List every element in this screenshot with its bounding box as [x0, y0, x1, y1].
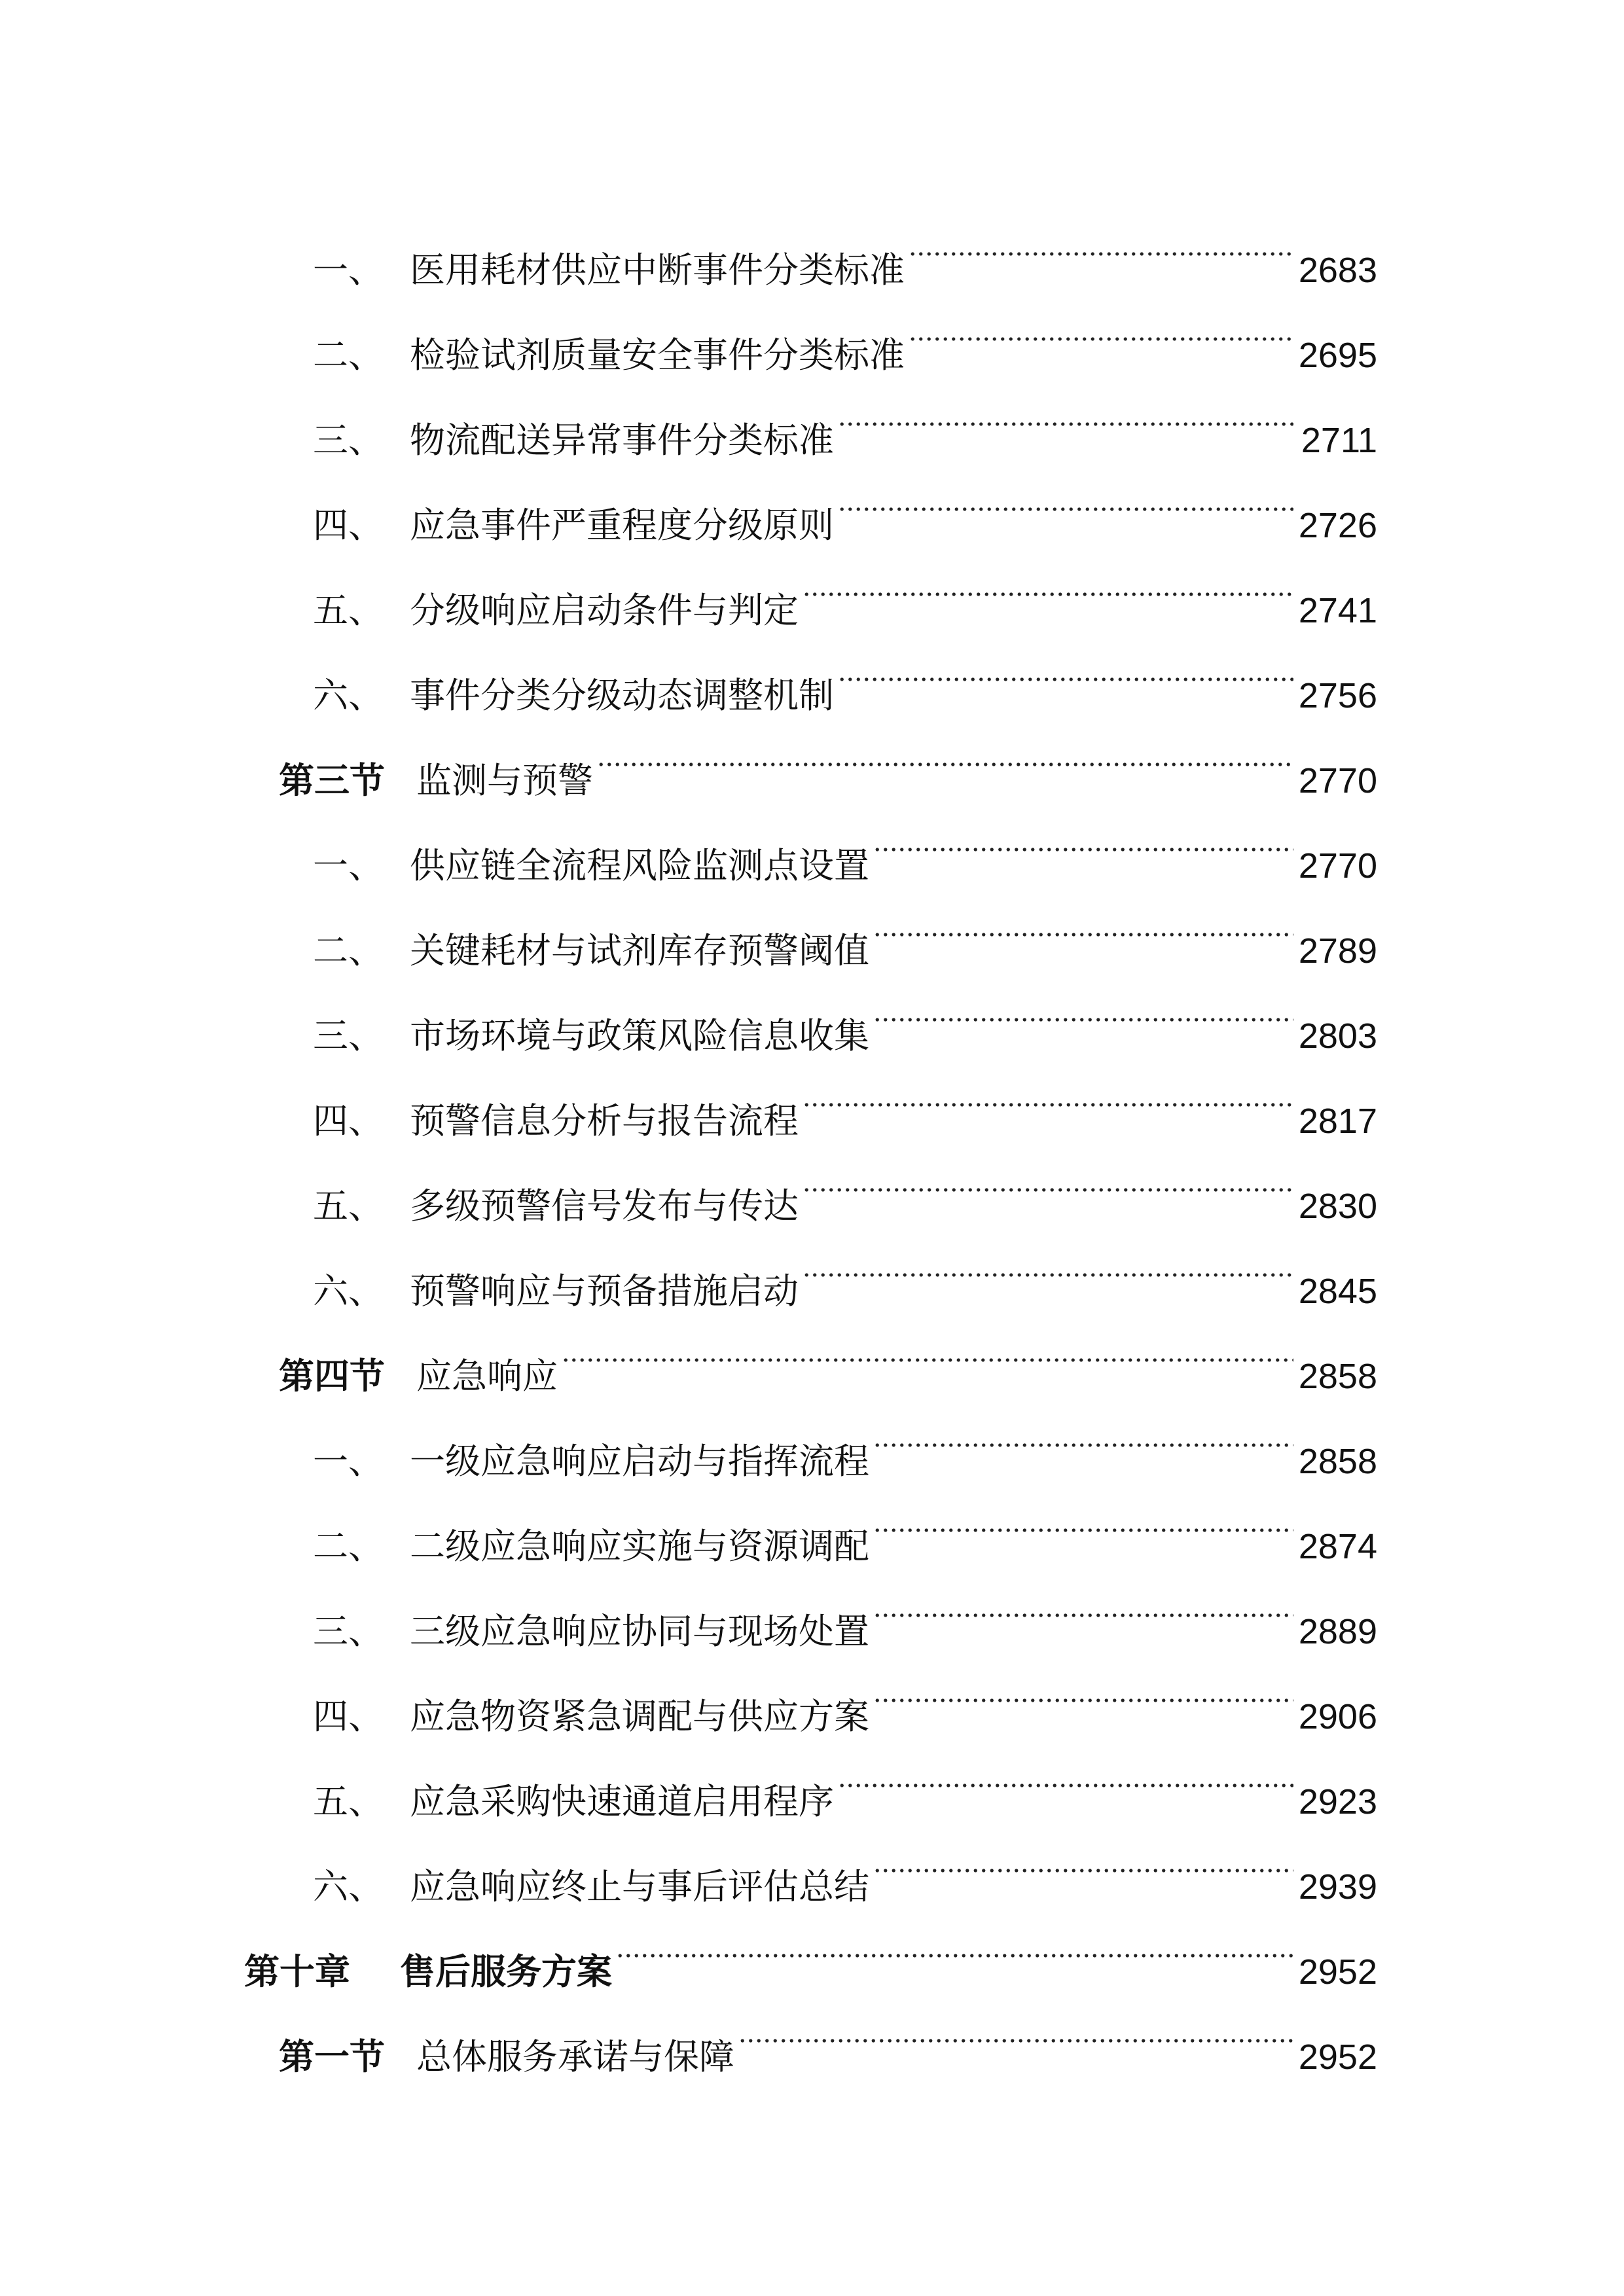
toc-entry-title: 应急响应: [416, 1355, 558, 1397]
toc-entry-number: 四、: [313, 1696, 384, 1737]
toc-entry-title: 多级预警信号发布与传达: [410, 1185, 799, 1227]
dot-leader: [838, 622, 1293, 708]
toc-entry-item[interactable]: [0, 1643, 1624, 1737]
toc-entry-title: 供应链全流程风险监测点设置: [410, 845, 869, 886]
toc-entry-number: 三、: [313, 1611, 384, 1652]
dot-leader: [873, 963, 1293, 1048]
toc-entry-page-number: 2695: [1298, 336, 1377, 375]
toc-entry-number: 三、: [313, 420, 384, 461]
toc-entry-title: 检验试剂质量安全事件分类标准: [410, 334, 905, 376]
toc-entry-page-number: 2845: [1298, 1272, 1377, 1311]
toc-entry-page-number: 2952: [1298, 1952, 1377, 1992]
toc-entry-item[interactable]: [0, 1729, 1624, 1822]
toc-entry-item[interactable]: [0, 197, 1624, 291]
toc-entry-number: 六、: [313, 1866, 384, 1907]
toc-entry-title: 一级应急响应启动与指挥流程: [410, 1441, 869, 1482]
dot-leader: [838, 367, 1293, 452]
toc-entry-page-number: 2770: [1298, 761, 1377, 800]
toc-entry-title: 医用耗材供应中断事件分类标准: [410, 249, 905, 291]
toc-entry-number: 一、: [313, 249, 384, 291]
table-of-contents: [0, 197, 1624, 2077]
toc-entry-section[interactable]: [0, 1984, 1624, 2077]
toc-entry-item[interactable]: [0, 537, 1624, 631]
toc-entry-item[interactable]: [0, 793, 1624, 886]
toc-entry-chapter[interactable]: [0, 1899, 1624, 1992]
toc-entry-item[interactable]: [0, 1558, 1624, 1652]
toc-entry-item[interactable]: [0, 963, 1624, 1056]
toc-entry-number: 一、: [313, 845, 384, 886]
toc-entry-page-number: 2858: [1298, 1442, 1377, 1481]
dot-leader: [738, 1984, 1293, 2069]
toc-entry-title: 应急事件严重程度分级原则: [410, 505, 834, 546]
toc-entry-item[interactable]: [0, 1473, 1624, 1567]
dot-leader: [873, 1558, 1293, 1643]
toc-entry-page-number: 2923: [1298, 1782, 1377, 1821]
toc-entry-title: 二级应急响应实施与资源调配: [410, 1526, 869, 1567]
toc-entry-title: 售后服务方案: [400, 1951, 612, 1992]
toc-entry-page-number: 2803: [1298, 1016, 1377, 1056]
toc-entry-title: 监测与预警: [416, 760, 593, 801]
toc-entry-title: 物流配送异常事件分类标准: [410, 420, 834, 461]
dot-leader: [838, 1729, 1293, 1814]
dot-leader: [873, 1388, 1293, 1473]
toc-entry-page-number: 2726: [1298, 506, 1377, 545]
toc-entry-title: 应急响应终止与事后评估总结: [410, 1866, 869, 1907]
toc-entry-title: 预警响应与预备措施启动: [410, 1270, 799, 1312]
toc-entry-page-number: 2756: [1298, 676, 1377, 715]
toc-entry-page-number: 2770: [1298, 846, 1377, 886]
toc-entry-number: 三、: [313, 1015, 384, 1056]
toc-entry-page-number: 2952: [1298, 2037, 1377, 2077]
toc-entry-number: 五、: [313, 1185, 384, 1227]
toc-entry-page-number: 2906: [1298, 1697, 1377, 1736]
toc-entry-title: 关键耗材与试剂库存预警阈值: [410, 930, 869, 971]
toc-entry-page-number: 2830: [1298, 1187, 1377, 1226]
dot-leader: [616, 1899, 1293, 1984]
toc-entry-number: 二、: [313, 334, 384, 376]
dot-leader: [909, 197, 1293, 282]
toc-entry-item[interactable]: [0, 1133, 1624, 1227]
toc-entry-number: 四、: [313, 1100, 384, 1141]
toc-entry-title: 预警信息分析与报告流程: [410, 1100, 799, 1141]
toc-entry-item[interactable]: [0, 622, 1624, 716]
toc-entry-item[interactable]: [0, 1814, 1624, 1907]
toc-entry-number: 六、: [313, 1270, 384, 1312]
toc-entry-item[interactable]: [0, 1388, 1624, 1482]
toc-entry-page-number: 2741: [1298, 591, 1377, 630]
toc-entry-number: 四、: [313, 505, 384, 546]
toc-entry-item[interactable]: [0, 1218, 1624, 1312]
dot-leader: [909, 282, 1293, 367]
toc-entry-section[interactable]: [0, 708, 1624, 801]
toc-entry-page-number: 2817: [1298, 1102, 1377, 1141]
dot-leader: [873, 793, 1293, 878]
toc-entry-title: 分级响应启动条件与判定: [410, 590, 799, 631]
toc-entry-number: 六、: [313, 675, 384, 716]
toc-entry-number: 五、: [313, 1781, 384, 1822]
toc-entry-title: 应急采购快速通道启用程序: [410, 1781, 834, 1822]
dot-leader: [562, 1303, 1293, 1388]
toc-entry-number: 第三节: [279, 760, 385, 801]
toc-entry-page-number: 2858: [1298, 1357, 1377, 1396]
toc-entry-number: 一、: [313, 1441, 384, 1482]
dot-leader: [803, 537, 1293, 622]
dot-leader: [838, 452, 1293, 537]
dot-leader: [803, 1133, 1293, 1218]
dot-leader: [873, 878, 1293, 963]
toc-entry-number: 第四节: [279, 1355, 385, 1397]
toc-entry-number: 二、: [313, 1526, 384, 1567]
toc-entry-item[interactable]: [0, 1048, 1624, 1141]
dot-leader: [873, 1643, 1293, 1729]
toc-entry-item[interactable]: [0, 282, 1624, 376]
toc-entry-section[interactable]: [0, 1303, 1624, 1397]
toc-entry-page-number: 2889: [1298, 1612, 1377, 1651]
toc-entry-number: 第十章: [244, 1951, 350, 1992]
toc-entry-number: 第一节: [279, 2036, 385, 2077]
toc-entry-item[interactable]: [0, 452, 1624, 546]
dot-leader: [803, 1218, 1293, 1303]
dot-leader: [873, 1473, 1293, 1558]
toc-entry-page-number: 2711: [1301, 421, 1377, 460]
toc-entry-page-number: 2874: [1298, 1527, 1377, 1566]
toc-entry-title: 市场环境与政策风险信息收集: [410, 1015, 869, 1056]
toc-entry-page-number: 2939: [1298, 1867, 1377, 1907]
toc-entry-number: 五、: [313, 590, 384, 631]
toc-entry-title: 三级应急响应协同与现场处置: [410, 1611, 869, 1652]
dot-leader: [873, 1814, 1293, 1899]
dot-leader: [803, 1048, 1293, 1133]
toc-entry-number: 二、: [313, 930, 384, 971]
toc-entry-page-number: 2789: [1298, 931, 1377, 971]
toc-entry-item[interactable]: [0, 878, 1624, 971]
toc-entry-title: 应急物资紧急调配与供应方案: [410, 1696, 869, 1737]
toc-entry-item[interactable]: [0, 367, 1624, 461]
toc-entry-title: 事件分类分级动态调整机制: [410, 675, 834, 716]
dot-leader: [597, 708, 1293, 793]
toc-entry-page-number: 2683: [1298, 251, 1377, 290]
toc-entry-title: 总体服务承诺与保障: [416, 2036, 734, 2077]
